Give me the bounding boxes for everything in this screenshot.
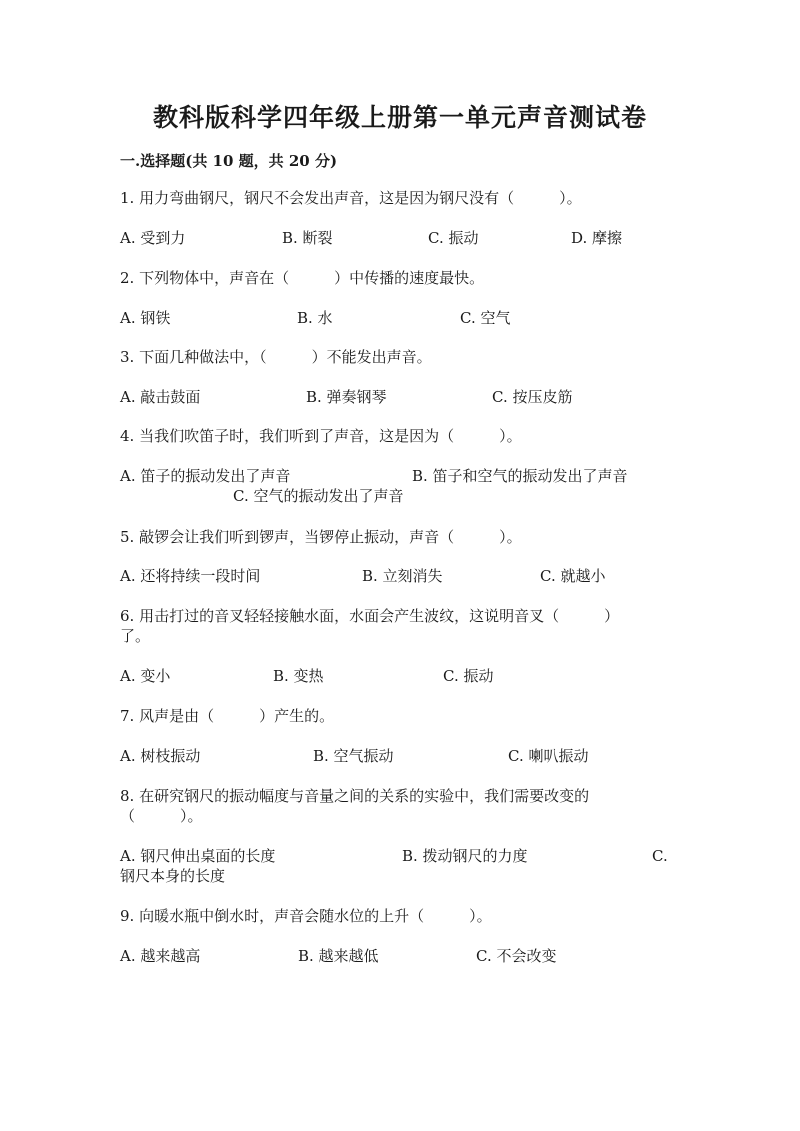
question-4-option-c: C. 空气的振动发出了声音 <box>233 487 404 505</box>
question-8-option-b: B. 拨动钢尺的力度 <box>402 847 528 865</box>
question-8-option-a: A. 钢尺伸出桌面的长度 <box>120 847 276 865</box>
question-2-option-c: C. 空气 <box>460 309 511 327</box>
page-title: 教科版科学四年级上册第一单元声音测试卷 <box>152 103 647 132</box>
question-1-stem: 1. 用力弯曲钢尺，钢尺不会发出声音，这是因为钢尺没有（ ）。 <box>120 189 582 207</box>
question-1-option-c: C. 振动 <box>428 229 479 247</box>
question-1-option-b: B. 断裂 <box>282 229 333 247</box>
question-3-option-c: C. 按压皮筋 <box>492 388 573 406</box>
question-8-stem-line1: 8. 在研究钢尺的振动幅度与音量之间的关系的实验中，我们需要改变的 <box>120 787 590 805</box>
question-6-option-b: B. 变热 <box>273 667 324 685</box>
section-heading: 一.选择题(共 10 题，共 20 分) <box>120 152 338 170</box>
question-2-option-b: B. 水 <box>297 309 333 327</box>
question-3-option-a: A. 敲击鼓面 <box>120 388 201 406</box>
question-2-stem: 2. 下列物体中，声音在（ ）中传播的速度最快。 <box>120 269 485 287</box>
question-6-option-c: C. 振动 <box>443 667 494 685</box>
question-8-stem-line2: （ ）。 <box>120 807 203 825</box>
question-7-stem: 7. 风声是由（ ）产生的。 <box>120 707 335 725</box>
question-1-option-a: A. 受到力 <box>120 229 186 247</box>
question-8-option-c-label: C. <box>652 847 668 865</box>
question-6-option-a: A. 变小 <box>120 667 171 685</box>
question-3-option-b: B. 弹奏钢琴 <box>306 388 387 406</box>
question-4-option-b: B. 笛子和空气的振动发出了声音 <box>412 467 628 485</box>
question-9-option-a: A. 越来越高 <box>120 947 201 965</box>
question-5-option-a: A. 还将持续一段时间 <box>120 567 261 585</box>
question-7-option-c: C. 喇叭振动 <box>508 747 589 765</box>
question-6-stem-line2: 了。 <box>120 627 151 645</box>
question-5-stem: 5. 敲锣会让我们听到锣声，当锣停止振动，声音（ ）。 <box>120 528 522 546</box>
question-7-option-b: B. 空气振动 <box>313 747 394 765</box>
question-9-option-b: B. 越来越低 <box>298 947 379 965</box>
question-3-stem: 3. 下面几种做法中，（ ）不能发出声音。 <box>120 348 432 366</box>
question-4-option-a: A. 笛子的振动发出了声音 <box>120 467 291 485</box>
question-1-option-d: D. 摩擦 <box>571 229 623 247</box>
question-7-option-a: A. 树枝振动 <box>120 747 201 765</box>
question-4-stem: 4. 当我们吹笛子时，我们听到了声音，这是因为（ ）。 <box>120 427 522 445</box>
question-6-stem-line1: 6. 用击打过的音叉轻轻接触水面，水面会产生波纹，这说明音叉（ ） <box>120 607 620 625</box>
question-9-stem: 9. 向暖水瓶中倒水时，声音会随水位的上升（ ）。 <box>120 907 492 925</box>
question-5-option-c: C. 就越小 <box>540 567 606 585</box>
question-9-option-c: C. 不会改变 <box>476 947 557 965</box>
question-2-option-a: A. 钢铁 <box>120 309 171 327</box>
question-8-option-c-text: 钢尺本身的长度 <box>120 867 226 885</box>
question-5-option-b: B. 立刻消失 <box>362 567 443 585</box>
